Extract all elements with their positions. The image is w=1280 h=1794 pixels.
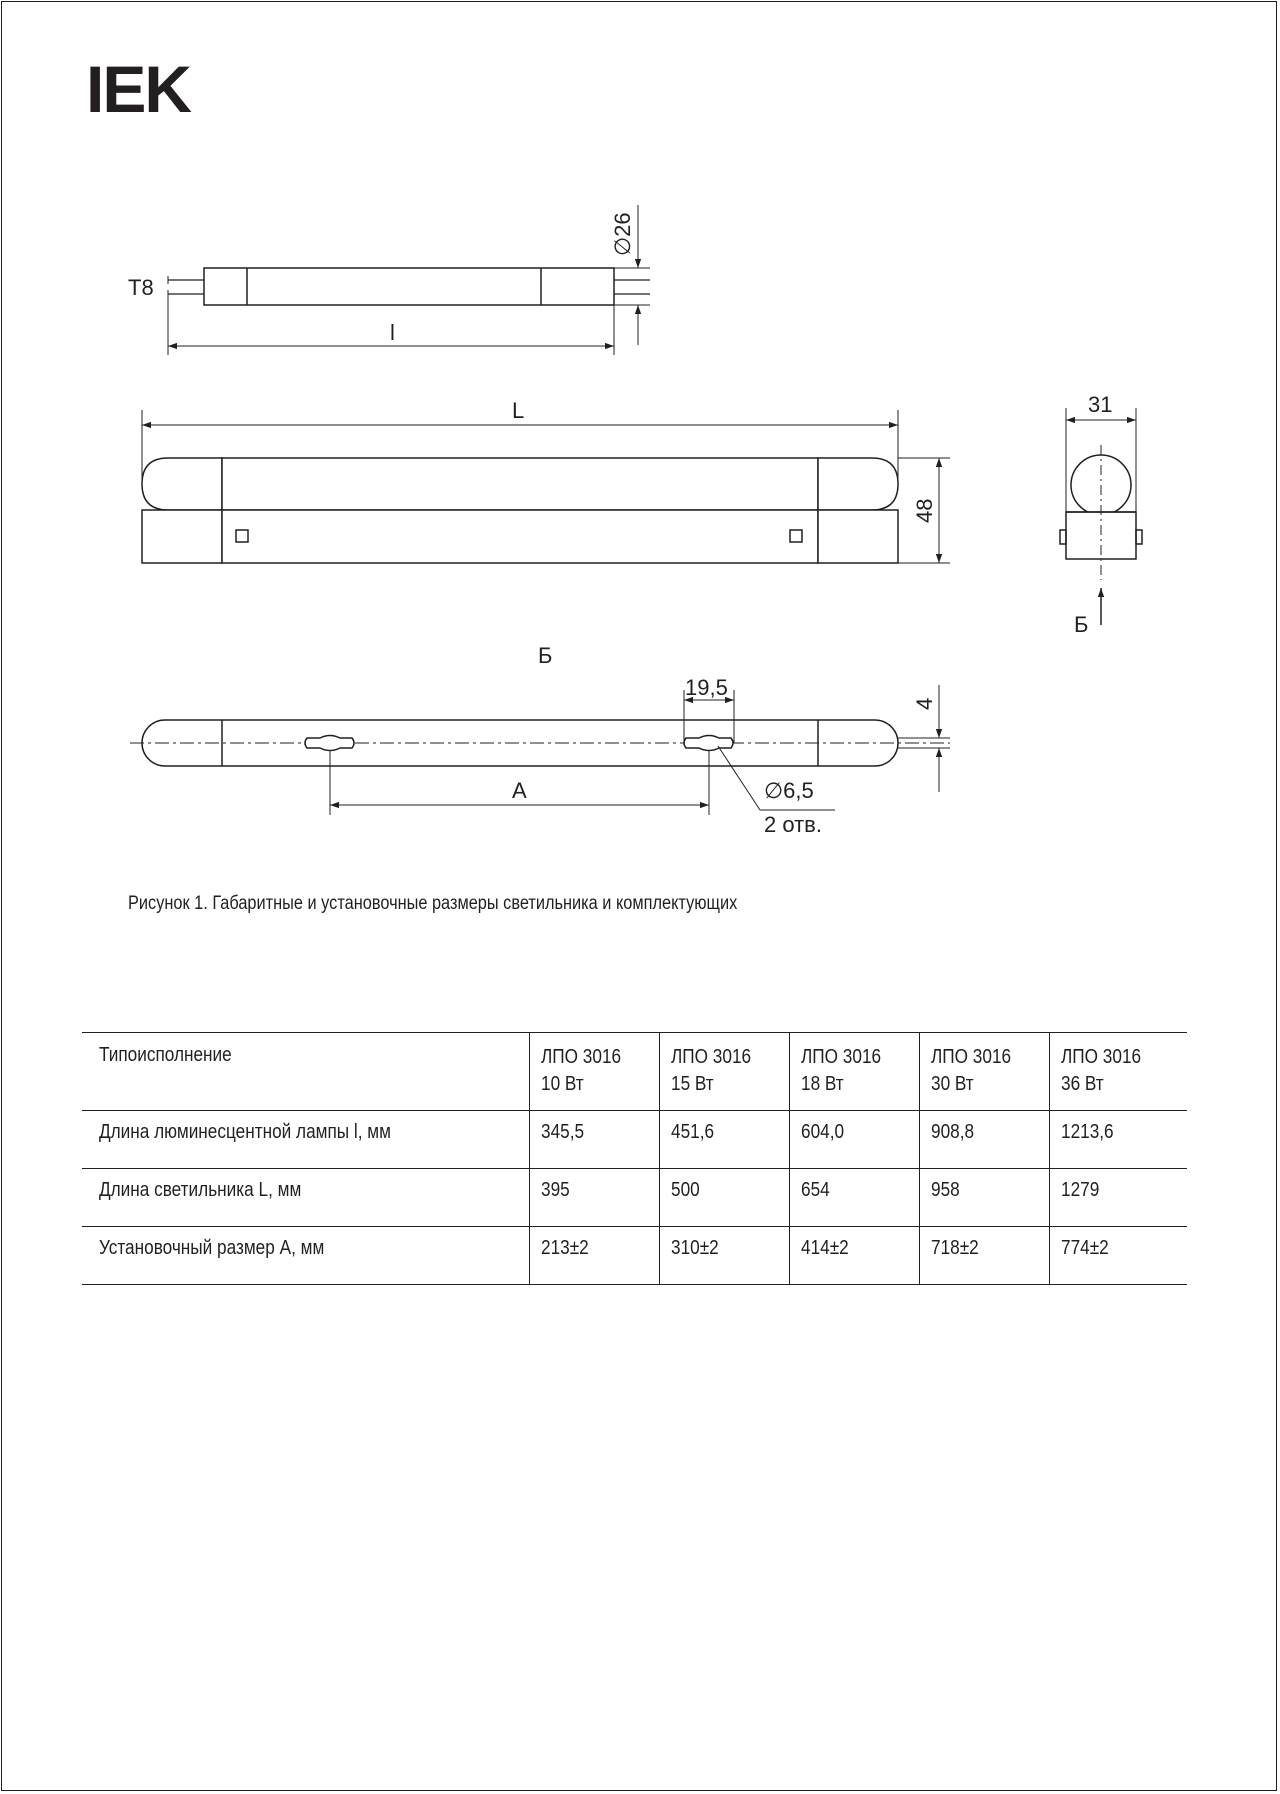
figure-caption: Рисунок 1. Габаритные и установочные размеры светильника и комплектующих — [128, 893, 738, 914]
row-label-cell: Длина светильника L, мм — [82, 1169, 529, 1227]
value-cell: 500 — [659, 1169, 789, 1227]
lamp-drawing — [168, 205, 650, 355]
luminaire-length-label: L — [512, 398, 525, 423]
luminaire-bottom-view — [130, 685, 950, 815]
iek-logo — [86, 52, 192, 126]
value-cell: 345,5 — [529, 1111, 659, 1169]
row-label-cell: Установочный размер A, мм — [82, 1227, 529, 1285]
view-marker-label: Б — [1074, 612, 1089, 637]
value-cell: 1279 — [1049, 1169, 1187, 1227]
slot-spacing-label: 19,5 — [685, 675, 728, 700]
height-label: 48 — [912, 498, 937, 523]
hole-count-label: 2 отв. — [764, 812, 822, 837]
header-model-cell: ЛПО 3016 15 Вт — [659, 1033, 789, 1111]
lamp-length-label: l — [390, 320, 395, 345]
luminaire-front-view — [142, 410, 950, 563]
value-cell: 310±2 — [659, 1227, 789, 1285]
table-header-row — [82, 1033, 1187, 1111]
value-cell: 774±2 — [1049, 1227, 1187, 1285]
value-cell: 604,0 — [789, 1111, 919, 1169]
header-model-cell: ЛПО 3016 18 Вт — [789, 1033, 919, 1111]
value-cell: 395 — [529, 1169, 659, 1227]
lamp-type-label: T8 — [128, 275, 154, 300]
value-cell: 414±2 — [789, 1227, 919, 1285]
value-cell: 1213,6 — [1049, 1111, 1187, 1169]
mount-distance-label: A — [512, 778, 527, 803]
base-offset-label: 4 — [912, 697, 937, 710]
value-cell: 451,6 — [659, 1111, 789, 1169]
value-cell: 213±2 — [529, 1227, 659, 1285]
luminaire-side-view — [1060, 408, 1142, 625]
header-model-cell: ЛПО 3016 10 Вт — [529, 1033, 659, 1111]
header-label-cell: Типоисполнение — [82, 1033, 529, 1111]
table-row — [82, 1169, 1187, 1227]
lamp-diameter-label: ∅26 — [610, 212, 635, 256]
view-title: Б — [538, 643, 553, 668]
value-cell: 718±2 — [919, 1227, 1049, 1285]
width-label: 31 — [1088, 392, 1113, 417]
value-cell: 958 — [919, 1169, 1049, 1227]
table-row — [82, 1227, 1187, 1285]
header-model-cell: ЛПО 3016 36 Вт — [1049, 1033, 1187, 1111]
value-cell: 908,8 — [919, 1111, 1049, 1169]
row-label-cell: Длина люминесцентной лампы l, мм — [82, 1111, 529, 1169]
header-model-cell: ЛПО 3016 30 Вт — [919, 1033, 1049, 1111]
table-row — [82, 1111, 1187, 1169]
hole-diameter-label: ∅6,5 — [764, 778, 814, 803]
logo-text: IEK — [86, 52, 191, 126]
specs-table — [82, 1032, 1187, 1285]
value-cell: 654 — [789, 1169, 919, 1227]
